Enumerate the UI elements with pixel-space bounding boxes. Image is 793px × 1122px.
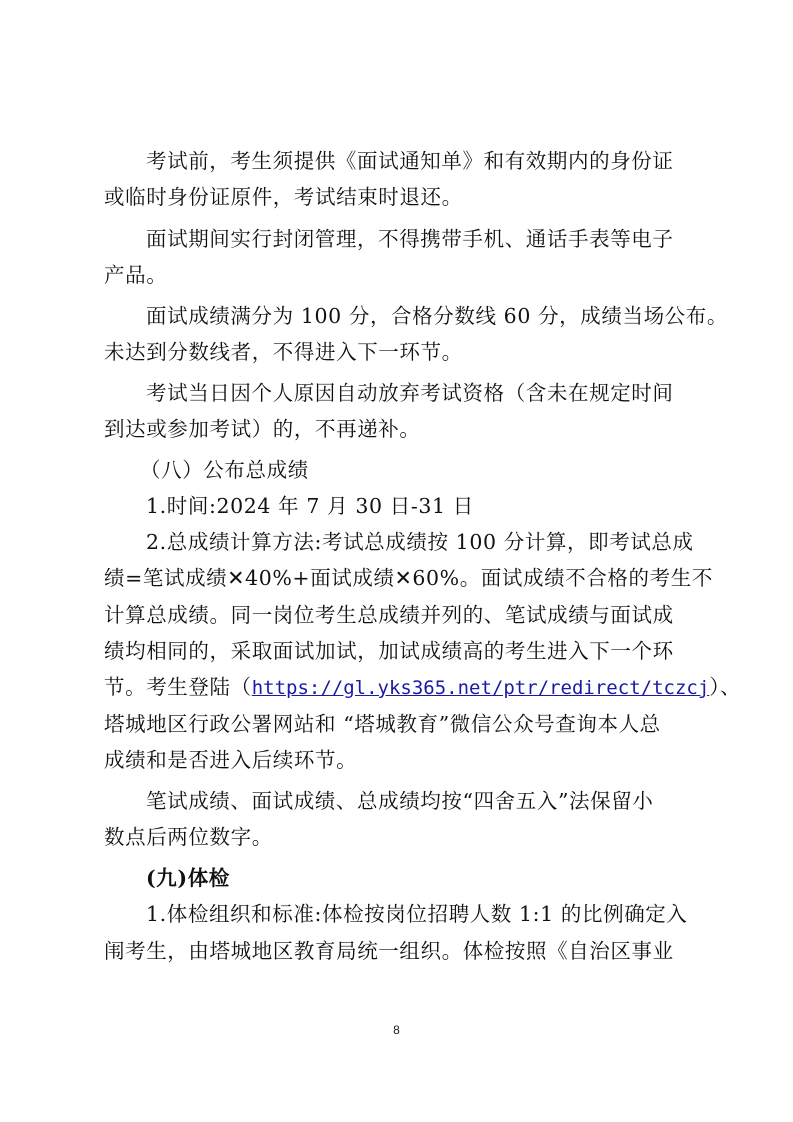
paragraph-line: 考试当日因个人原因自动放弃考试资格（含未在规定时间 (146, 381, 674, 405)
paragraph-line: 产品。 (104, 263, 168, 287)
section-heading-8: （八）公布总成绩 (140, 458, 309, 482)
paragraph-line: 1.体检组织和标准:体检按岗位招聘人数 1:1 的比例确定入 (146, 902, 688, 926)
paragraph-line: 成绩和是否进入后续环节。 (104, 748, 358, 772)
paragraph-line: 绩均相同的，采取面试加试，加试成绩高的考生进入下一个环 (104, 639, 674, 663)
paragraph-line: 2.总成绩计算方法:考试总成绩按 100 分计算，即考试总成 (146, 530, 694, 554)
paragraph-line: 笔试成绩、面试成绩、总成绩均按“四舍五入”法保留小 (146, 789, 654, 813)
paragraph-line: 到达或参加考试）的，不再递补。 (104, 417, 421, 441)
paragraph-line: 绩=笔试成绩✕40%+面试成绩✕60%。面试成绩不合格的考生不 (104, 566, 713, 590)
paragraph-line: 或临时身份证原件，考试结束时退还。 (104, 185, 463, 209)
results-query-link[interactable]: https://gl.yks365.net/ptr/redirect/tczcj (251, 677, 710, 699)
paragraph-line: 闱考生，由塔城地区教育局统一组织。体检按照《自治区事业 (104, 939, 674, 963)
paragraph-line: 计算总成绩。同一岗位考生总成绩并列的、笔试成绩与面试成 (104, 603, 674, 627)
paragraph-line: 塔城地区行政公署网站和 “塔城教育”微信公众号查询本人总 (104, 712, 661, 736)
paragraph-line: 数点后两位数字。 (104, 825, 273, 849)
paragraph-line: 1.时间:2024 年 7 月 30 日-31 日 (146, 494, 474, 518)
paragraph-line (104, 673, 742, 702)
paragraph-text: 节。考生登陆（ (104, 675, 252, 699)
paragraph-line: 面试期间实行封闭管理，不得携带手机、通话手表等电子 (146, 227, 674, 251)
paragraph-line: 未达到分数线者，不得进入下一环节。 (104, 340, 463, 364)
paragraph-text: ）、 (709, 675, 742, 699)
section-heading-9: (九)体检 (146, 866, 230, 890)
paragraph-line: 面试成绩满分为 100 分，合格分数线 60 分，成绩当场公布。 (146, 304, 728, 328)
page-number: 8 (393, 1023, 400, 1037)
paragraph-line: 考试前，考生须提供《面试通知单》和有效期内的身份证 (146, 149, 674, 173)
